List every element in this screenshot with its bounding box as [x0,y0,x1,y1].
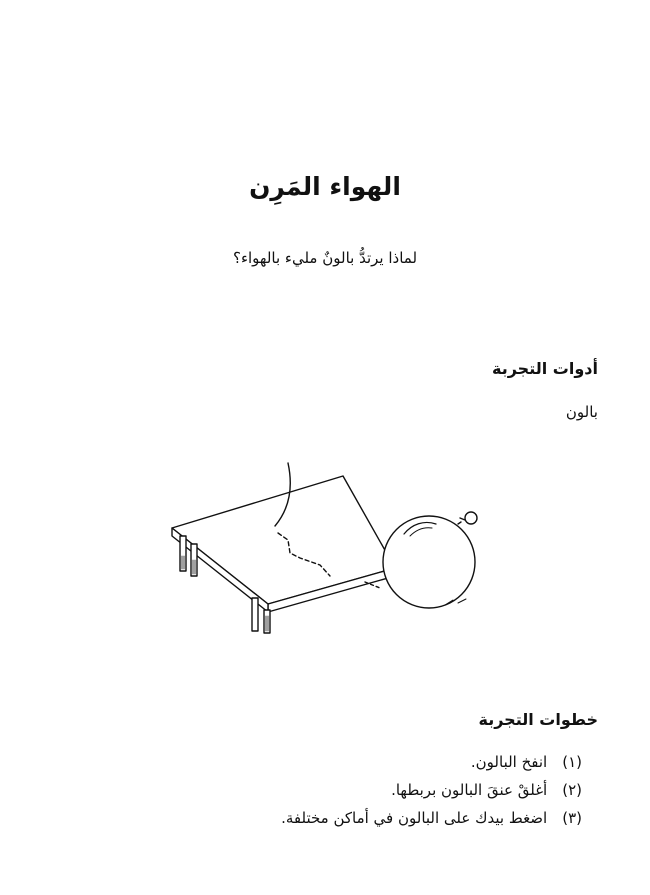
page-title: الهواء المَرِن [249,172,401,201]
materials-list [566,403,598,421]
step-text: اضغط بيدك على البالون في أماكن مختلفة. [281,809,548,827]
step-number: (٣) [562,809,582,827]
step-text: انفخ البالون. [470,753,548,771]
experiment-question: لماذا يرتدُّ بالونٌ مليء بالهواء؟ [232,249,418,267]
table-leg [180,536,186,571]
table-leg [252,598,258,631]
steps-list [281,748,582,832]
step-text: أغلقْ عنقَ البالون بربطها. [391,781,548,799]
material-item: بالون [565,403,598,421]
step-number: (٢) [562,781,582,799]
table-leg [264,610,270,633]
table-leg [191,544,197,576]
step-item [281,748,582,776]
steps-heading: خطوات التجربة [478,710,598,729]
balloon-on-table-illustration [160,458,500,638]
step-number: (١) [562,753,582,771]
balloon-knot [465,512,477,524]
step-item [281,776,582,804]
step-item [281,804,582,832]
balloon [383,516,475,608]
materials-heading: أدوات التجربة [492,359,598,378]
